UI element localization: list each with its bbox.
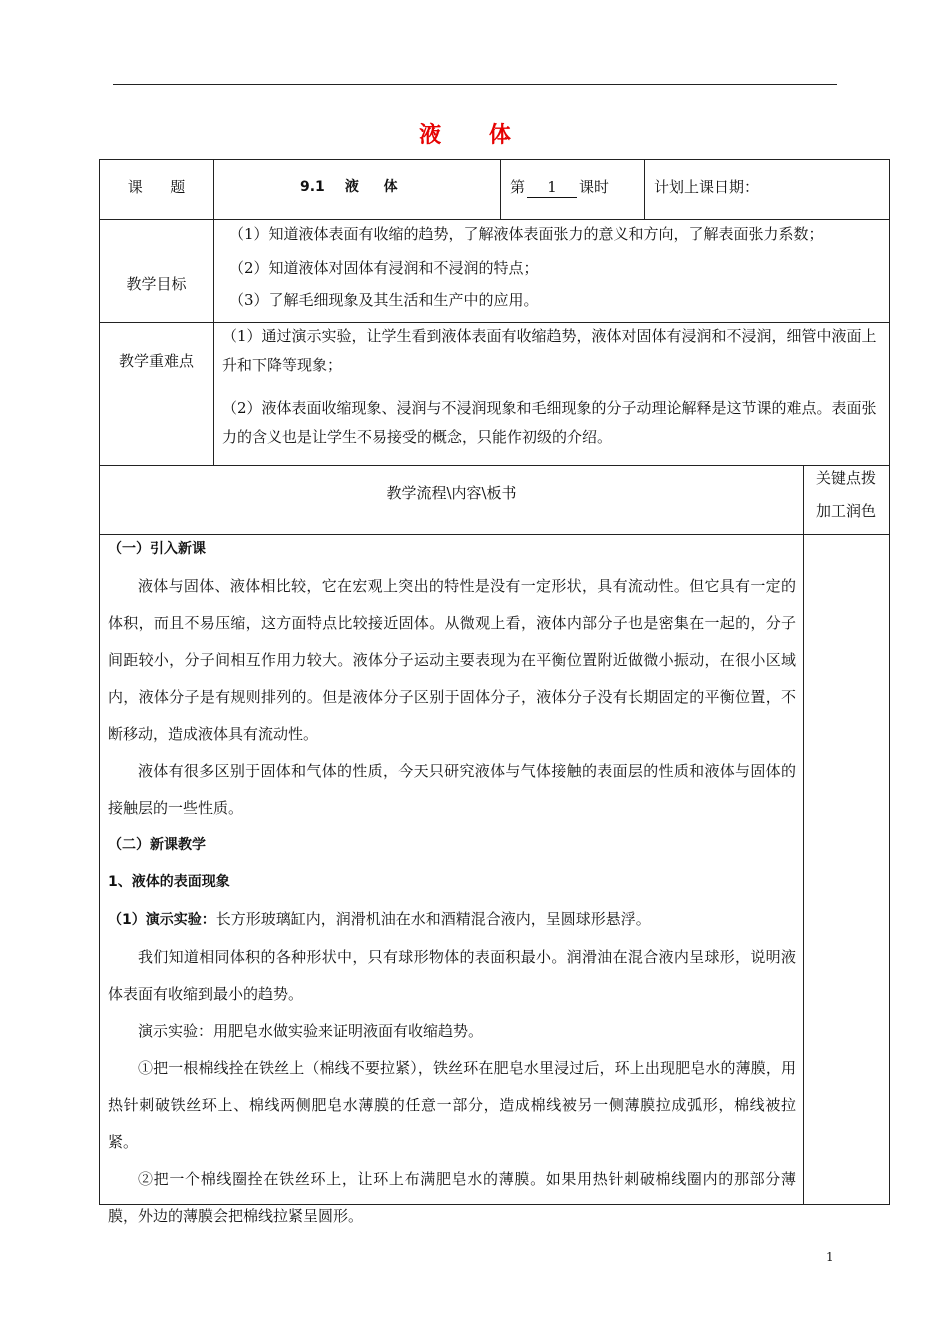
key-points-label — [803, 462, 889, 528]
plan-date-label: 计划上课日期： — [654, 178, 760, 196]
topic-label-char-2: 题 — [170, 178, 186, 196]
section-heading: （一）引入新课 — [108, 541, 206, 557]
difficulty-label: 教学重难点 — [118, 352, 194, 370]
demo-label: （1）演示实验： — [108, 912, 216, 928]
goal-item: （1）知道液体表面有收缩的趋势，了解液体表面张力的意义和方向，了解表面张力系数； — [229, 225, 824, 243]
period-prefix: 第 — [510, 178, 526, 196]
goal-item: （3）了解毛细现象及其生活和生产中的应用。 — [229, 291, 539, 309]
paragraph: 演示实验：用肥皂水做实验来证明液面有收缩趋势。 — [138, 1022, 484, 1040]
goals-label: 教学目标 — [126, 275, 187, 293]
paragraph: 我们知道相同体积的各种形状中，只有球形物体的表面积最小。润滑油在混合液内呈球形，说明液体表面有收缩到最小的趋势。 — [108, 948, 796, 1003]
paragraph: ①把一根棉线拴在铁丝上（棉线不要拉紧），铁丝环在肥皂水里浸过后，环上出现肥皂水的薄膜，用热针刺破铁丝环上、棉线两侧肥皂水薄膜的任意一部分，造成棉线被另一侧薄膜拉成弧形，棉线被拉紧。 — [108, 1059, 796, 1151]
demo-text: 长方形玻璃缸内，润滑机油在水和酒精混合液内，呈圆球形悬浮。 — [215, 910, 651, 928]
flow-label: 教学流程\内容\板书 — [386, 484, 517, 502]
section-heading: 1、液体的表面现象 — [108, 874, 230, 890]
paragraph: ②把一个棉线圈拴在铁丝环上，让环上布满肥皂水的薄膜。如果用热针刺破棉线圈内的那部分薄膜，外边的薄膜会把棉线拉紧呈圆形。 — [108, 1170, 796, 1225]
lesson-content — [108, 531, 796, 1235]
period-value: 1 — [527, 177, 577, 198]
demo-paragraph — [108, 901, 796, 939]
page-number: 1 — [826, 1250, 834, 1264]
lesson-period — [510, 177, 609, 198]
topic-label-char-1: 课 — [127, 178, 143, 196]
difficulty-item: （2）液体表面收缩现象、浸润与不浸润现象和毛细现象的分子动理论解释是这节课的难点。表面张力的含义也是让学生不易接受的概念，只能作初级的介绍。 — [222, 399, 877, 446]
period-suffix: 课时 — [579, 178, 610, 196]
goal-item: （2）知道液体对固体有浸润和不浸润的特点； — [229, 259, 539, 277]
lesson-number: 9.1 — [300, 179, 325, 195]
paragraph: 液体与固体、液体相比较，它在宏观上突出的特性是没有一定形状，具有流动性。但它具有一定的体积，而且不易压缩，这方面特点比较接近固体。从微观上看，液体内部分子也是密集在一起的，分子间距较小，分子间相互作用力较大。液体分子运动主要表现为在平衡位置附近做微小振动，在很小区域内，液体分子是有规则排列的。但是液体分子区别于固体分子，液体分子没有长期固定的平衡位置，不断移动，造成液体具有流动性。 — [108, 577, 796, 743]
topic-label — [100, 177, 213, 197]
paragraph: 液体有很多区别于固体和气体的性质，今天只研究液体与气体接触的表面层的性质和液体与固体的接触层的一些性质。 — [108, 762, 796, 817]
lesson-title — [300, 177, 428, 197]
document-title: 液 体 — [419, 123, 531, 148]
key-points-label-line: 加工润色 — [815, 502, 876, 520]
section-heading: （二）新课教学 — [108, 837, 206, 853]
lesson-name: 液 体 — [344, 179, 408, 195]
difficulty-item: （1）通过演示实验，让学生看到液体表面有收缩趋势，液体对固体有浸润和不浸润，细管中液面上升和下降等现象； — [222, 327, 877, 374]
key-points-label-line: 关键点拨 — [815, 469, 876, 487]
